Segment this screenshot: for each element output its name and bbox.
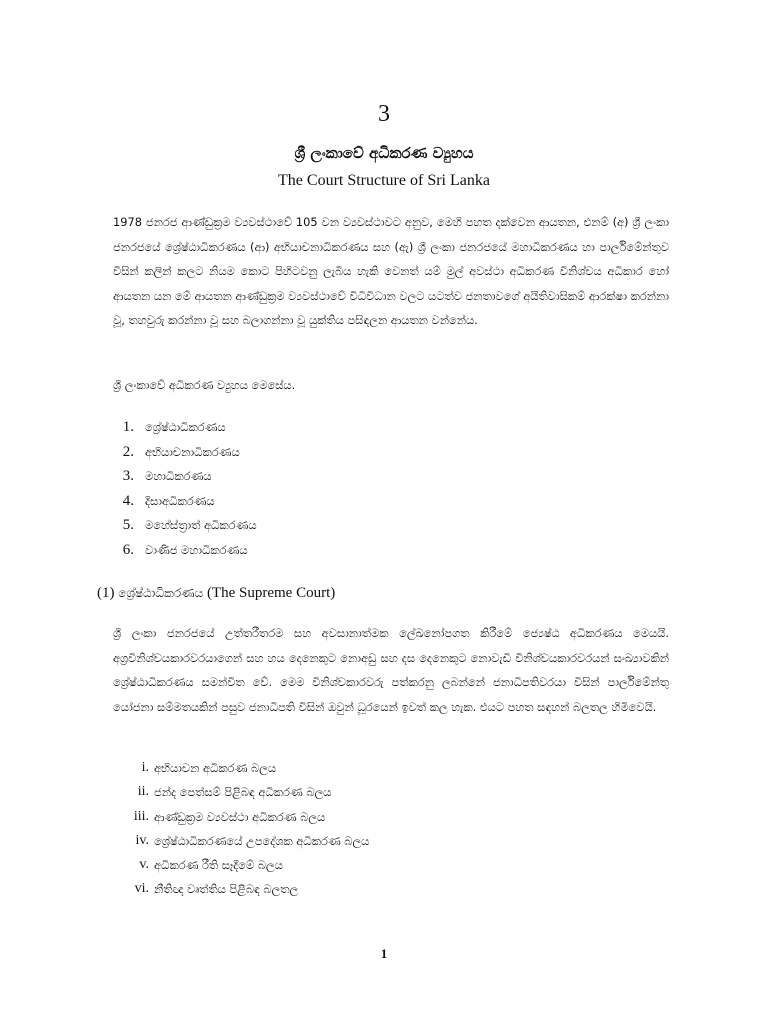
section-heading <box>97 582 335 604</box>
list-item <box>113 877 669 901</box>
list-item-label: නීතිඥ වෘත්තිය පිළිබඳ බලතල <box>154 882 299 897</box>
chapter-title-sinhala: ශ්‍රී ලංකාවේ අධිකරණ ව්‍යුහය <box>294 144 474 162</box>
list-item <box>113 780 669 804</box>
list-item <box>113 805 669 829</box>
chapter-title-english: The Court Structure of Sri Lanka <box>278 172 490 189</box>
list-item <box>113 756 669 780</box>
list-item-label: මහේස්ත්‍රාත් අධිකරණය <box>145 518 257 533</box>
list-item-number: iv. <box>135 832 149 848</box>
list-item-number: 4. <box>122 492 134 509</box>
list-item <box>113 440 669 465</box>
list-item <box>113 489 669 514</box>
structure-intro: ශ්‍රී ලංකාවේ අධිකරණ ව්‍යුහය මෙසේය. <box>113 378 296 392</box>
list-item <box>113 829 669 853</box>
list-item <box>113 464 669 489</box>
list-item-label: දිසාඅධිකරණය <box>145 493 215 508</box>
list-item-number: 5. <box>122 517 134 534</box>
list-item-label: ශ්‍රේෂ්ඨාධිකරණය <box>145 420 226 434</box>
powers-list <box>113 756 669 902</box>
list-item-label: ආණ්ඩුක්‍රම ව්‍යවස්ථා අධිකරණ බලය <box>154 809 326 824</box>
intro-paragraph: 1978 ජනරජ ආණ්ඩුක්‍රම ව්‍යවස්ථාවේ 105 වන ව්‍යවස්ථාවට අනුව, මෙහි පහත දක්වෙන ආයතන, එනම් (අ) ශ්‍රී ලංකා ජනරජයේ ශ්‍රේෂ්ඨාධිකරණය (ආ) අභියාචනාධිකරණය සහ (ඇ) ශ්‍රී ලංකා ජනරජයේ මහාධිකරණය හා පාර්ලිමේන්තුව විසින් කලින් කලට නියම කොට පිහිටවනු ලැබිය හැකි වෙනත් යම් මුල් අවස්ථා අධිකරණ විනිශ්චය අධිකාර හෝ ආයතන යන මේ ආයතන ආණ්ඩුක්‍රම ව්‍යවස්ථාවේ විධිවිධාන වලට යටත්ව ජනතාවගේ අයිතිවාසිකම් ආරක්ෂා කරන්නා වූ, තහවුරු කරන්නා වූ සහ බලාගන්නා වූ යුක්තිය පසිඳලන ආයතන වන්නේය. <box>113 215 669 327</box>
list-item-number: 2. <box>122 443 134 460</box>
list-item-number: 3. <box>122 468 134 485</box>
list-item-number: v. <box>139 857 149 873</box>
section-number: (1) <box>97 585 115 601</box>
list-item-label: අධිකරණ රීති සෑදීමේ බලය <box>154 858 283 873</box>
list-item-number: ii. <box>137 784 149 800</box>
supreme-court-paragraph: ශ්‍රී ලංකා ජනරජයේ උත්තරීතරම සහ අවසානාත්මක ලේඛනෝපගත කිරීමේ ජ්‍යෙෂ්ඨ අධිකරණය මෙයයි. අග්‍රවිනිශ්චයකාරවරයාගෙන් සහ හය දෙනෙකුට නොඅඩු සහ දස දෙනෙකුට නොවැඩි විනිශ්චයකාරවරයන් සංඛ්‍යාවකින් ශ්‍රේෂ්ඨාධිකරණය සමන්විත වේ. මෙම විනිශ්චකාරවරු පත්කරනු ලබන්නේ ජනාධිපතිවරයා විසින් පාර්ලිමේන්තු යෝජනා සම්මතයකින් පසුව ජනාධිපති විසින් ඔවුන් ධූරයෙන් ඉවත් කල හැක. එයට පහත සඳහන් බලතල හිමිවෙයි. <box>113 626 669 714</box>
list-item-label: ජන්ද පෙත්සම් පිළිබඳ අධිකරණ බලය <box>154 785 332 800</box>
list-item-number: vi. <box>134 881 149 897</box>
section-title-english: (The Supreme Court) <box>206 585 336 601</box>
list-item-number: 1. <box>122 419 134 435</box>
list-item <box>113 538 669 563</box>
list-item-label: ශ්‍රේෂ්ඨාධිකරණයේ උපදේශක අධිකරණ බලය <box>154 833 370 848</box>
list-item <box>113 853 669 877</box>
list-item-number: i. <box>141 760 149 775</box>
court-list <box>113 415 669 563</box>
list-item-label: අභියාචන අධිකරණ බලය <box>154 761 277 775</box>
list-item <box>113 415 669 440</box>
list-item-label: වාණිජ මහාධිකරණය <box>145 542 248 557</box>
chapter-number: 3 <box>378 101 390 127</box>
section-title-sinhala: ශ්‍රේෂ්ඨාධිකරණය <box>118 586 204 600</box>
list-item-number: iii. <box>133 808 149 824</box>
list-item-number: 6. <box>122 541 134 558</box>
list-item <box>113 513 669 538</box>
list-item-label: මහාධිකරණය <box>145 469 212 484</box>
page-number: 1 <box>380 946 388 961</box>
list-item-label: අභියාචනාධිකරණය <box>145 444 240 459</box>
